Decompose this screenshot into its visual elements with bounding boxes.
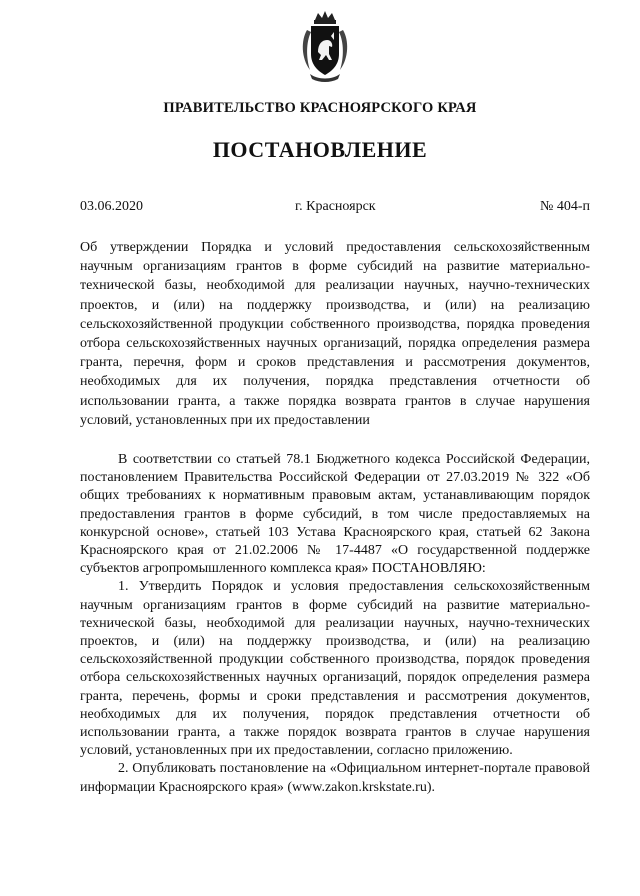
preamble-paragraph: В соответствии со статьей 78.1 Бюджетного кодекса Российской Федерации, постановлением Правительства Российской Федерации от 27.03.2019 № 322 «Об общих требованиях к нормативным правовым актам, устанавливающим порядок предоставления грантов в форме субсидий, в том числе предоставляемых на конкурсной основе», статьей 103 Устава Красноярского края, статьей 62 Закона Красноярского края от 21.02.2006 № 17-4487 «О государственной поддержке субъектов агропромышленного комплекса края» ПОСТАНОВЛЯЮ: — [80, 452, 590, 577]
document-number: № 404-п — [539, 199, 590, 214]
item-2-paragraph: 2. Опубликовать постановление на «Официальном интернет-портале правовой информации Красноярского края» (www.zakon.krskstate.ru). — [80, 761, 590, 795]
coat-of-arms-icon — [298, 10, 352, 84]
document-body — [80, 451, 590, 797]
document-city: г. Красноярск — [295, 199, 376, 214]
document-subject: Об утверждении Порядка и условий предоставления сельскохозяйственным научным организациям грантов в форме субсидий на развитие материально-технической базы, необходимой для реализации научных, научно-технических проектов, и (или) на поддержку производства, и (или) на реализацию сельскохозяйственной продукции собственного производства, порядка проведения отбора сельскохозяйственных научных организаций, порядка определения размера гранта, перечня, форм и сроков представления и рассмотрения документов, необходимых для их получения, порядка представления отчетности об использовании гранта, а также порядка возврата грантов в случае нарушения условий, установленных при их предоставлении — [80, 240, 590, 428]
document-date: 03.06.2020 — [80, 199, 143, 214]
document-meta-row — [80, 199, 590, 219]
government-name: ПРАВИТЕЛЬСТВО КРАСНОЯРСКОГО КРАЯ — [163, 100, 477, 116]
document-title: ПОСТАНОВЛЕНИЕ — [212, 137, 428, 162]
item-1-paragraph: 1. Утвердить Порядок и условия предоставления сельскохозяйственным научным организациям грантов в форме субсидий на развитие материально-технической базы, необходимой для реализации научных, научно-технических проектов, и (или) на поддержку производства, и (или) на реализацию сельскохозяйственной продукции собственного производства, порядок проведения отбора сельскохозяйственных научных организаций, порядок определения размера гранта, перечень, формы и сроки представления и рассмотрения документов, необходимых для их получения, порядок представления отчетности об использовании гранта, а также порядок возврата грантов в случае нарушения условий, установленных при их предоставлении, согласно приложению. — [80, 579, 590, 759]
